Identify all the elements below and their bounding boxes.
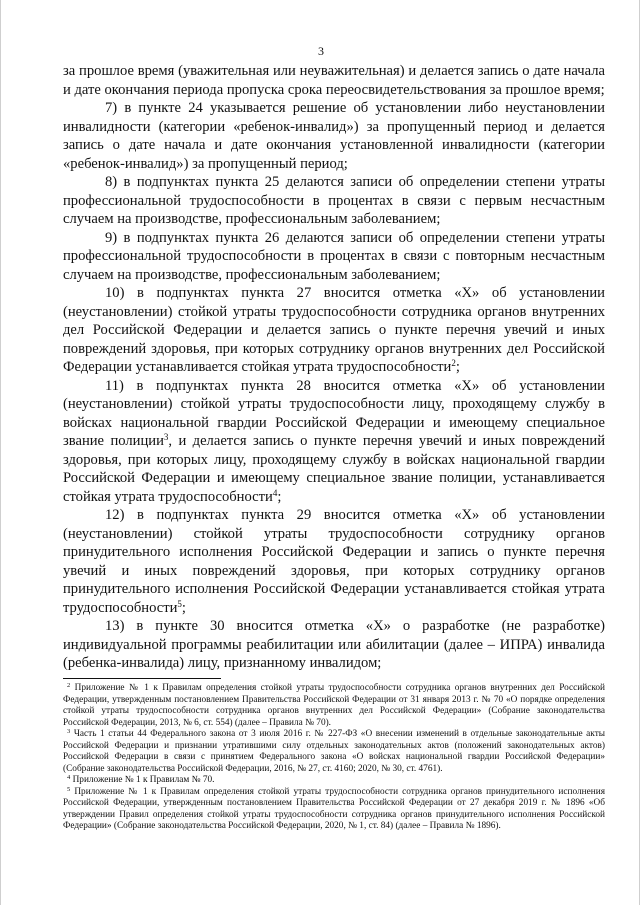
- paragraph: 9) в подпунктах пункта 26 делаются записи об определении степени утраты профессиональной трудоспособности в процентах в связи с повторным несчастным случаем на производстве, профессиональным заболеванием;: [63, 229, 605, 283]
- footnote-ref[interactable]: 2: [451, 358, 456, 368]
- footnote-number: 3: [67, 728, 71, 735]
- footnote: $^2$ Приложение № 1 к Правилам определения стойкой утраты трудоспособности сотрудника органов внутренних дел Российской Федерации, утвержденным постановлением Правительства Российской Федерации от 31 января 2013 г. № 70 «О порядке определения стойкой утраты трудоспособности сотрудника органов внутренних дел Российской Федерации» (Собрание законодательства Российской Федерации, 2013, № 6, ст. 554) (далее – Правила № 70).: [63, 682, 606, 728]
- footnote-number: 4: [67, 774, 71, 781]
- footnote-number: 2: [67, 682, 71, 689]
- footnote: $^3$ Часть 1 статьи 44 Федерального закона от 3 июля 2016 г. № 227-ФЗ «О внесении изменений в отдельные законодательные акты Российской Федерации и признании утратившими силу отдельных законодательных актов (положений законодательных актов) Российской Федерации в связи с принятием Федерального закона «О войсках национальной гвардии Российской Федерации» (Собрание законодательства Российской Федерации, 2016, № 27, ст. 4160; 2020, № 30, ст. 4761).: [63, 728, 606, 774]
- paragraph: 12) в подпунктах пункта 29 вносится отметка «Х» об установлении (неустановлении) стойкой утраты трудоспособности сотруднику органов принудительного исполнения Российской Федерации и запись о пункте перечня увечий и иных повреждений здоровья, при которых сотруднику органов принудительного исполнения Российской Федерации устанавливается стойкая утрата трудоспособности$^5$;: [63, 507, 605, 616]
- paragraph: 10) в подпунктах пункта 27 вносится отметка «Х» об установлении (неустановлении) стойкой утраты трудоспособности сотрудника органов внутренних дел Российской Федерации и делается запись о пункте перечня увечий и иных повреждений здоровья, при которых сотруднику органов внутренних дел Российской Федерации устанавливается стойкая утрата трудоспособности$^2$;: [63, 285, 605, 375]
- paragraph: за прошлое время (уважительная или неуважительная) и делается запись о дате начала и дате окончания периода пропуска срока переосвидетельствования за прошлое время;: [63, 63, 605, 98]
- footnote-divider: [63, 678, 221, 679]
- paragraph: 7) в пункте 24 указывается решение об установлении либо неустановлении инвалидности (категории «ребенок-инвалид») за пропущенный период и делается запись о дате начала и дате окончания установленной инвалидности (категории «ребенок-инвалид») за пропущенный период;: [63, 100, 605, 172]
- body-text: [63, 62, 605, 673]
- footnote-number: 5: [67, 785, 71, 793]
- paragraph: 13) в пункте 30 вносится отметка «Х» о разработке (не разработке) индивидуальной программы реабилитации или абилитации (далее – ИПРА) инвалида (ребенка-инвалида) лицу, признанному инвалидом;: [63, 618, 605, 671]
- footnote-ref[interactable]: 4: [272, 487, 278, 498]
- footnote: $^5$ Приложение № 1 к Правилам определения стойкой утраты трудоспособности сотрудника органов принудительного исполнения Российской Федерации, утвержденным постановлением Правительства Российской Федерации от 27 декабря 2019 г. № 1896 «Об утверждении Правил определения стойкой утраты трудоспособности сотрудника органов принудительного исполнения Российской Федерации» (Собрание законодательства Российской Федерации, 2020, № 1, ст. 84) (далее – Правила № 1896).: [63, 785, 606, 831]
- footnote-ref[interactable]: 5: [177, 598, 182, 609]
- footnotes: [63, 683, 605, 833]
- footnote-ref[interactable]: 3: [163, 432, 169, 442]
- page-number: 3: [318, 44, 324, 58]
- paragraph: 11) в подпунктах пункта 28 вносится отметка «Х» об установлении (неустановлении) стойкой утраты трудоспособности лицу, проходящему службу в войсках национальной гвардии Российской Федерации и имеющему специальное звание полиции$^3$, и делается запись о пункте перечня увечий и иных повреждений здоровья, при которых лицу, проходящему службу в войсках национальной гвардии Российской Федерации и имеющему специальное звание полиции, устанавливается стойкая утрата трудоспособности$^4$;: [63, 377, 605, 505]
- footnote: $^4$ Приложение № 1 к Правилам № 70.: [67, 774, 215, 785]
- paragraph: 8) в подпунктах пункта 25 делаются записи об определении степени утраты профессиональной трудоспособности в процентах в связи с первым несчастным случаем на производстве, профессиональным заболеванием;: [63, 174, 605, 227]
